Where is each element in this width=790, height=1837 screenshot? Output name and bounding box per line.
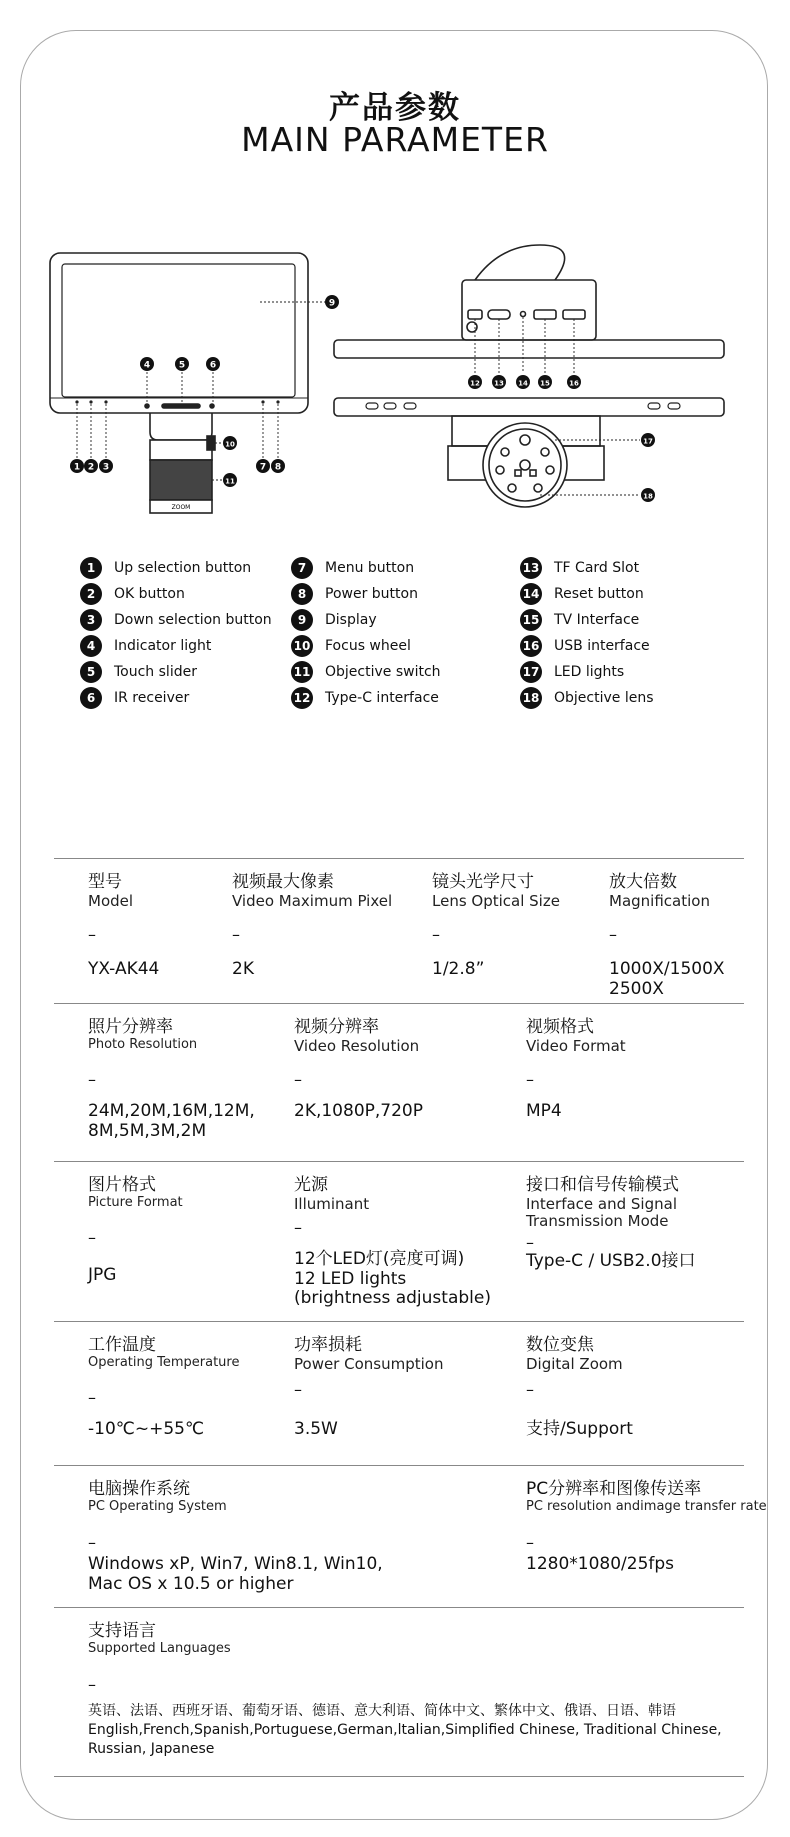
table-rule [54,1321,744,1322]
callout-14 [516,375,530,389]
legend-label: TF Card Slot [554,560,640,576]
legend-number: 2 [80,583,102,605]
callout-3 [99,459,113,473]
table-rule [54,1776,744,1777]
legend-label: Menu button [325,560,415,576]
legend-number: 12 [291,687,313,709]
legend-item [520,687,654,709]
svg-text:15: 15 [540,379,550,388]
legend-number: 4 [80,635,102,657]
legend-number: 15 [520,609,542,631]
callout-4 [140,357,154,371]
callout-12 [468,375,482,389]
spec-value: Type-C / USB2.0接口 [526,1251,696,1271]
svg-text:3: 3 [102,462,110,473]
spec-video-pixel: 视频最大像素 Video Maximum Pixel [232,872,393,910]
spec-power-consumption: 功率损耗 Power Consumption [294,1335,444,1373]
legend-item [291,609,377,631]
spec-value: 2K [232,959,254,979]
legend-item [291,583,418,605]
spec-digital-zoom: 数位变焦 Digital Zoom [526,1335,623,1373]
svg-text:9: 9 [328,298,336,309]
legend-number: 18 [520,687,542,709]
dash: – [526,1380,534,1399]
dash: – [232,925,240,944]
legend-number: 13 [520,557,542,579]
spec-value: 1280*1080/25fps [526,1554,675,1574]
legend-item [520,609,639,631]
legend-number: 16 [520,635,542,657]
legend-number: 9 [291,609,313,631]
legend-label: TV Interface [554,612,640,628]
dash: – [609,925,617,944]
device-diagram [0,0,790,560]
legend-number: 7 [291,557,313,579]
svg-text:6: 6 [209,360,217,371]
svg-text:5: 5 [178,360,186,371]
device-brand-label: ZOOM [171,504,191,511]
svg-text:11: 11 [225,477,235,486]
table-rule [54,1003,744,1004]
spec-value: 3.5W [294,1419,338,1439]
legend-number: 11 [291,661,313,683]
dash: – [526,1070,534,1089]
spec-model: 型号 Model [88,872,134,910]
spec-value: 1/2.8” [432,959,485,979]
svg-text:16: 16 [569,379,579,388]
dash: – [294,1070,302,1089]
svg-text:18: 18 [643,492,653,501]
legend-item [291,661,441,683]
svg-text:4: 4 [143,360,151,371]
legend-label: Indicator light [114,638,212,654]
callout-18 [641,488,655,502]
spec-picture-format: 图片格式 Picture Format [88,1175,183,1210]
legend-label: LED lights [554,664,625,680]
spec-operating-temperature: 工作温度 Operating Temperature [88,1335,240,1370]
callout-1 [70,459,84,473]
microscope-head [150,413,212,440]
legend-label: Display [325,612,377,628]
dash: – [294,1380,302,1399]
dash: – [526,1233,534,1252]
callout-2 [84,459,98,473]
legend-label: Power button [325,586,418,602]
legend-item [80,583,185,605]
callout-10 [223,436,237,450]
legend-number: 3 [80,609,102,631]
dash: – [88,925,96,944]
table-rule [54,1161,744,1162]
legend-item [80,557,251,579]
page-title-cn: 产品参数 [329,90,461,126]
callout-6 [206,357,220,371]
svg-text:13: 13 [494,379,504,388]
legend-item [520,661,624,683]
callout-13 [492,375,506,389]
legend-item [291,557,414,579]
legend-item [291,635,411,657]
dash: – [88,1533,96,1552]
spec-magnification: 放大倍数 Magnification [609,872,710,910]
legend-label: Focus wheel [325,638,411,654]
dash: – [526,1533,534,1552]
callout-16 [567,375,581,389]
monitor-bottom-edge [334,398,724,416]
spec-value: Windows xP, Win7, Win8.1, Win10, Mac OS x 10.5 or higher [88,1554,383,1594]
callout-11 [223,473,237,487]
spec-photo-resolution: 照片分辨率 Photo Resolution [88,1017,198,1052]
legend-number: 6 [80,687,102,709]
legend-label: Objective lens [554,690,654,706]
legend-label: OK button [114,586,185,602]
svg-text:8: 8 [274,462,282,473]
spec-pc-resolution: PC分辨率和图像传送率 PC resolution andimage transfer rate [526,1479,767,1514]
svg-text:10: 10 [225,440,235,449]
dash: – [88,1228,96,1247]
spec-languages: 支持语言 Supported Languages [88,1621,231,1656]
spec-illuminant: 光源 Illuminant [294,1175,370,1213]
legend-item [520,557,639,579]
spec-value: 2K,1080P,720P [294,1101,423,1121]
spec-pc-os: 电脑操作系统 PC Operating System [88,1479,227,1514]
dash: – [294,1218,302,1237]
svg-text:17: 17 [643,437,653,446]
legend-label: Type-C interface [325,690,439,706]
spec-value: -10℃~+55℃ [88,1419,205,1439]
dash: – [88,1675,96,1694]
callout-17 [641,433,655,447]
legend-item [80,609,272,631]
table-rule [54,1607,744,1608]
legend-number: 17 [520,661,542,683]
table-rule [54,858,744,859]
legend-item [80,635,211,657]
legend-label: Up selection button [114,560,252,576]
callout-15 [538,375,552,389]
spec-interface: 接口和信号传输模式 Interface and Signal Transmission Mode [526,1175,679,1230]
spec-value: YX-AK44 [88,959,160,979]
monitor-screen [62,264,295,397]
svg-text:14: 14 [518,379,528,388]
legend-label: USB interface [554,638,650,654]
spec-value: 1000X/1500X 2500X [609,959,725,999]
table-rule [54,1465,744,1466]
legend-item [520,635,650,657]
svg-text:12: 12 [470,379,480,388]
spec-value: 12个LED灯(亮度可调) 12 LED lights (brightness adjustable) [294,1249,491,1309]
objective-knurl [150,460,212,500]
legend-number: 1 [80,557,102,579]
camera-housing-top [475,245,565,280]
callout-7 [256,459,270,473]
spec-value: 英语、法语、西班牙语、葡萄牙语、德语、意大利语、简体中文、繁体中文、俄语、日语、韩语 English,French,Spanish,Portuguese,German,ltalian,Simplified Chinese, Traditional Chinese, Russian, Japanese [88,1703,722,1757]
legend-item [291,687,439,709]
legend-label: Touch slider [114,664,197,680]
spec-video-format: 视频格式 Video Format [526,1017,626,1055]
legend-number: 8 [291,583,313,605]
spec-video-resolution: 视频分辨率 Video Resolution [294,1017,420,1055]
dash: – [88,1388,96,1407]
dash: – [88,1070,96,1089]
legend-number: 10 [291,635,313,657]
svg-text:2: 2 [87,462,95,473]
dash: – [432,925,440,944]
svg-text:7: 7 [259,462,267,473]
legend-item [520,583,644,605]
spec-value: 支持/Support [526,1419,633,1439]
legend-item [80,687,189,709]
callout-9 [325,295,339,309]
legend-number: 14 [520,583,542,605]
callout-5 [175,357,189,371]
legend-label: Objective switch [325,664,441,680]
callout-8 [271,459,285,473]
legend-number: 5 [80,661,102,683]
legend-item [80,661,197,683]
spec-value: JPG [88,1265,117,1285]
monitor-top-edge [334,340,724,358]
svg-text:1: 1 [73,462,81,473]
legend-label: Down selection button [114,612,272,628]
spec-value: MP4 [526,1101,562,1121]
touch-slider [162,404,200,408]
spec-value: 24M,20M,16M,12M, 8M,5M,3M,2M [88,1101,255,1141]
legend-label: IR receiver [114,690,190,706]
legend-label: Reset button [554,586,644,602]
page-title-en: MAIN PARAMETER [241,120,549,159]
monitor-frame [50,253,308,413]
spec-lens-size: 镜头光学尺寸 Lens Optical Size [432,872,560,910]
